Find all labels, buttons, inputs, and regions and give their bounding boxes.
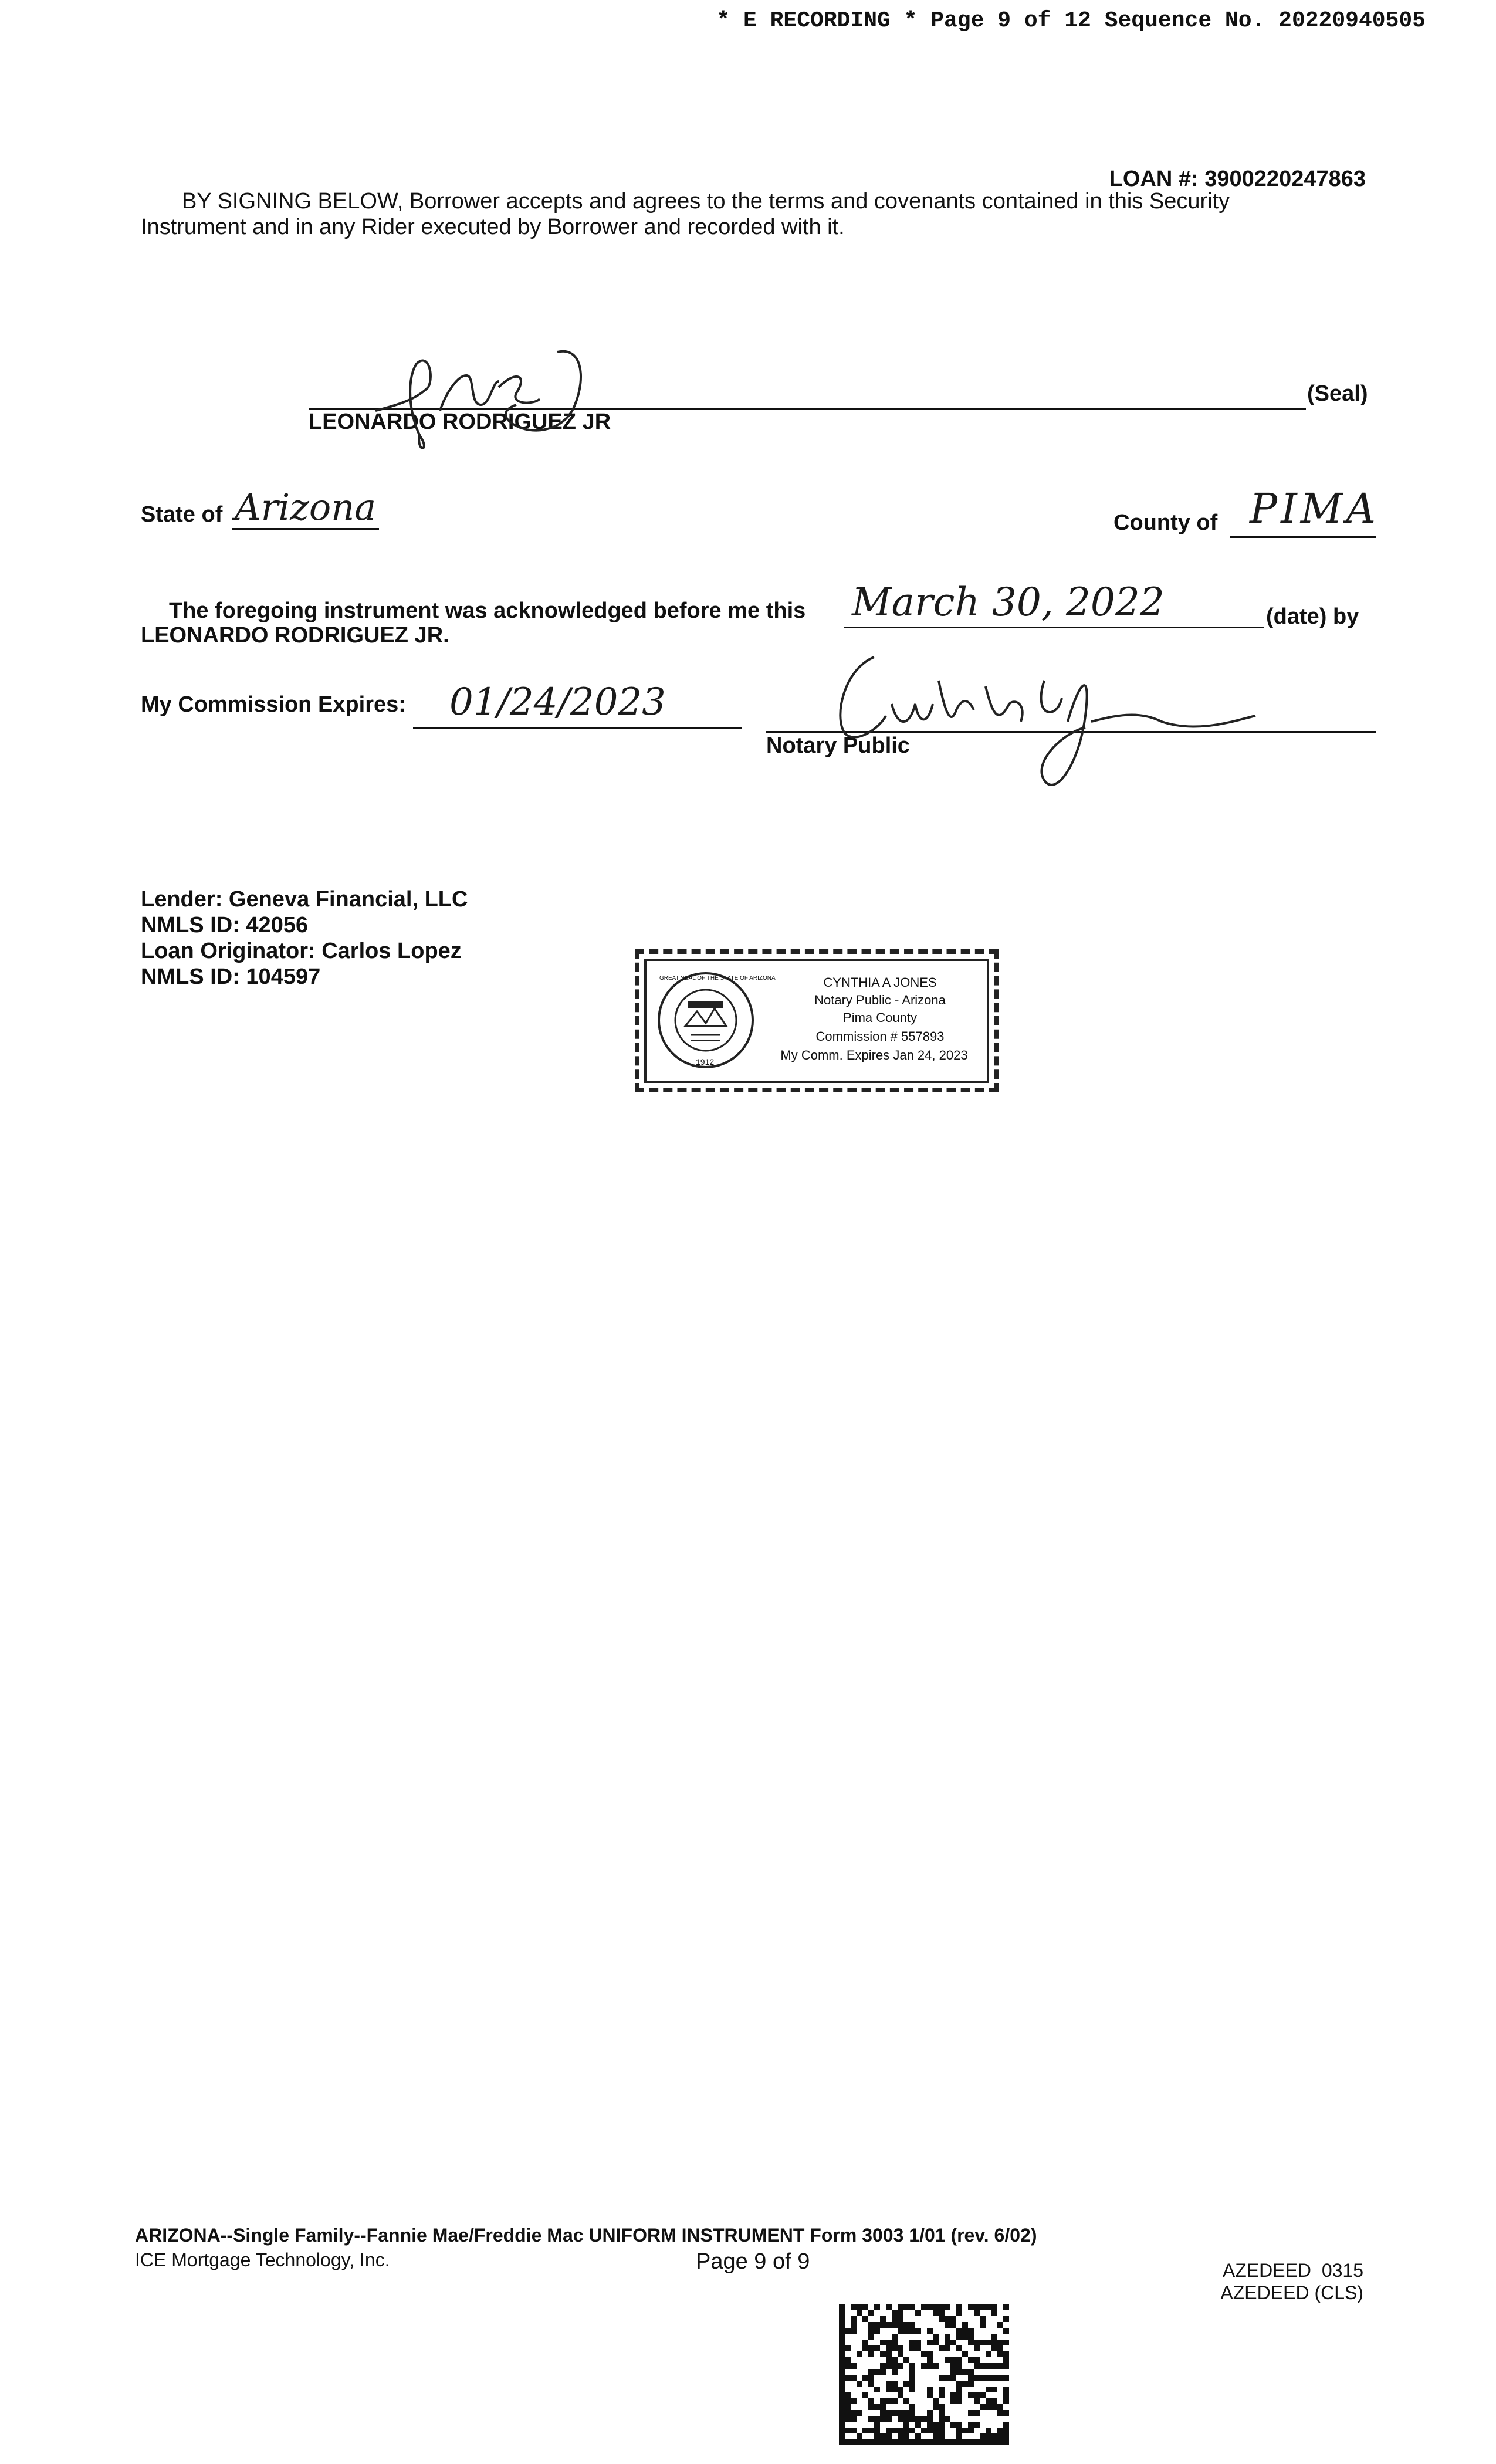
state-seal-icon: [656, 970, 776, 1070]
loan-originator: Loan Originator: Carlos Lopez: [141, 939, 462, 963]
footer-form: ARIZONA--Single Family--Fannie Mae/Freddie Mac UNIFORM INSTRUMENT Form 3003 1/01 (rev. 6/02): [135, 2225, 1037, 2246]
notary-signature-icon: [810, 645, 1267, 798]
notary-label: Notary Public: [766, 733, 910, 758]
stamp-name: CYNTHIA A JONES: [823, 975, 937, 990]
county-label: County of: [1113, 510, 1218, 535]
seal-year: 1912: [696, 1057, 715, 1067]
lender-name: Lender: Geneva Financial, LLC: [141, 887, 468, 912]
commission-label: My Commission Expires:: [141, 692, 406, 717]
date-suffix: (date) by: [1266, 604, 1359, 629]
commission-line: [413, 727, 742, 729]
county-line: [1230, 536, 1376, 538]
originator-nmls: NMLS ID: 104597: [141, 964, 321, 989]
notary-stamp: [635, 949, 999, 1092]
acknowledgment-date: March 30, 2022: [852, 580, 1165, 625]
barcode-icon: [839, 2304, 1009, 2445]
stamp-title: Notary Public - Arizona: [814, 993, 946, 1007]
county-value: PIMA: [1250, 485, 1379, 533]
footer-code-1: AZEDEED 0315: [1222, 2260, 1363, 2281]
borrower-signature-icon: [364, 340, 610, 458]
intro-line-1: BY SIGNING BELOW, Borrower accepts and agrees to the terms and covenants contained in this Security: [182, 189, 1230, 214]
stamp-commission: Commission # 557893: [815, 1029, 945, 1044]
footer-page: Page 9 of 9: [696, 2249, 810, 2274]
acknowledgment-date-line: [844, 627, 1264, 628]
borrower-name: LEONARDO RODRIGUEZ JR: [309, 409, 611, 434]
lender-nmls: NMLS ID: 42056: [141, 913, 309, 937]
stamp-expires: My Comm. Expires Jan 24, 2023: [780, 1048, 968, 1062]
footer-company: ICE Mortgage Technology, Inc.: [135, 2249, 390, 2270]
state-label: State of: [141, 502, 223, 527]
stamp-county: Pima County: [843, 1010, 917, 1025]
seal-ring-text: GREAT SEAL OF THE STATE OF ARIZONA: [659, 975, 776, 981]
seal-label: (Seal): [1307, 381, 1368, 406]
commission-date: 01/24/2023: [449, 681, 666, 724]
state-value: Arizona: [235, 486, 377, 529]
acknowledgment-text: The foregoing instrument was acknowledged before me this: [169, 598, 806, 623]
acknowledgment-name: LEONARDO RODRIGUEZ JR.: [141, 623, 449, 648]
loan-number: LOAN #: 3900220247863: [1109, 167, 1366, 191]
recording-header: * E RECORDING * Page 9 of 12 Sequence No. 20220940505: [716, 8, 1426, 33]
intro-line-2: Instrument and in any Rider executed by Borrower and recorded with it.: [141, 215, 845, 239]
footer-code-2: AZEDEED (CLS): [1220, 2282, 1363, 2303]
